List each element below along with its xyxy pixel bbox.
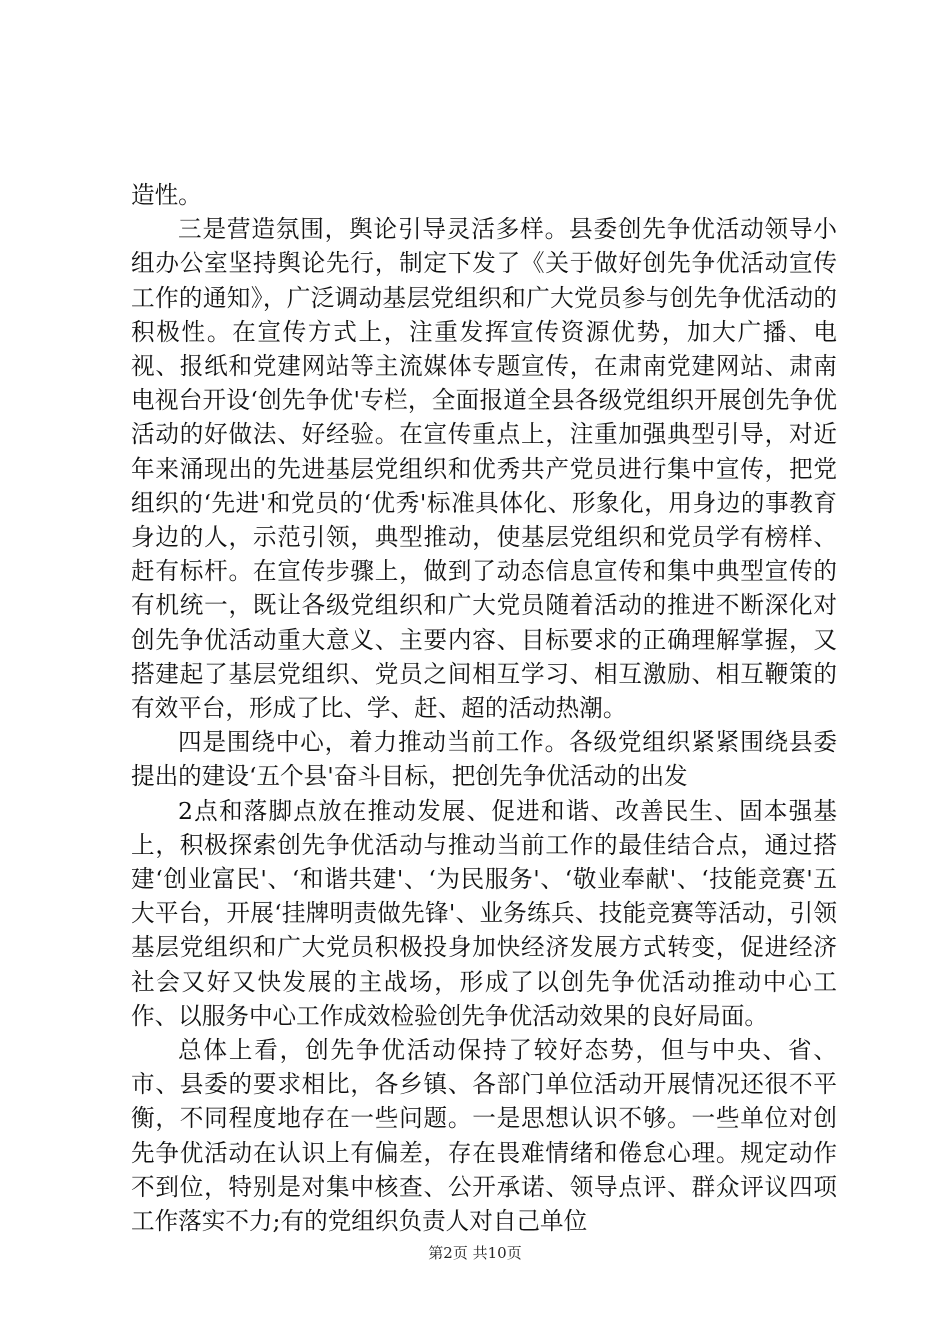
paragraph-center-work: 四是围绕中心，着力推动当前工作。各级党组织紧紧围绕县委提出的建设‘五个县'奋斗目标，把创先争优活动的出发 <box>131 728 837 791</box>
paragraph-summary: 总体上看，创先争优活动保持了较好态势，但与中央、省、市、县委的要求相比，各乡镇、各部门单位活动开展情况还很不平衡，不同程度地存在一些问题。一是思想认识不够。一些单位对创先争优活动在认识上有偏差，存在畏难情绪和倦怠心理。规定动作不到位，特别是对集中核查、公开承诺、领导点评、群众评议四项工作落实不力;有的党组织负责人对自己单位 <box>131 1036 837 1236</box>
page-footer: 第2页 共10页 <box>428 1244 522 1262</box>
paragraph-center-work-continued: 2点和落脚点放在推动发展、促进和谐、改善民生、固本强基上，积极探索创先争优活动与推动当前工作的最佳结合点，通过搭建‘创业富民'、‘和谐共建'、‘为民服务'、‘敬业奉献'、‘技能竞赛'五大平台，开展‘挂牌明责做先锋'、业务练兵、技能竞赛等活动，引领基层党组织和广大党员积极投身加快经济发展方式转变，促进经济社会又好又快发展的主战场，形成了以创先争优活动推动中心工作、以服务中心工作成效检验创先争优活动效果的良好局面。 <box>131 796 837 1030</box>
paragraph-continuation: 造性。 <box>131 181 202 209</box>
paragraph-publicity: 三是营造氛围，舆论引导灵活多样。县委创先争优活动领导小组办公室坚持舆论先行，制定下发了《关于做好创先争优活动宣传工作的通知》，广泛调动基层党组织和广大党员参与创先争优活动的积极性。在宣传方式上，注重发挥宣传资源优势，加大广播、电视、报纸和党建网站等主流媒体专题宣传，在肃南党建网站、肃南电视台开设‘创先争优'专栏，全面报道全县各级党组织开展创先争优活动的好做法、好经验。在宣传重点上，注重加强典型引导，对近年来涌现出的先进基层党组织和优秀共产党员进行集中宣传，把党组织的‘先进'和党员的‘优秀'标准具体化、形象化，用身边的事教育身边的人，示范引领，典型推动，使基层党组织和党员学有榜样、赶有标杆。在宣传步骤上，做到了动态信息宣传和集中典型宣传的有机统一，既让各级党组织和广大党员随着活动的推进不断深化对创先争优活动重大意义、主要内容、目标要求的正确理解掌握，又搭建起了基层党组织、党员之间相互学习、相互激励、相互鞭策的有效平台，形成了比、学、赶、超的活动热潮。 <box>131 215 837 723</box>
body-text <box>131 178 837 1238</box>
